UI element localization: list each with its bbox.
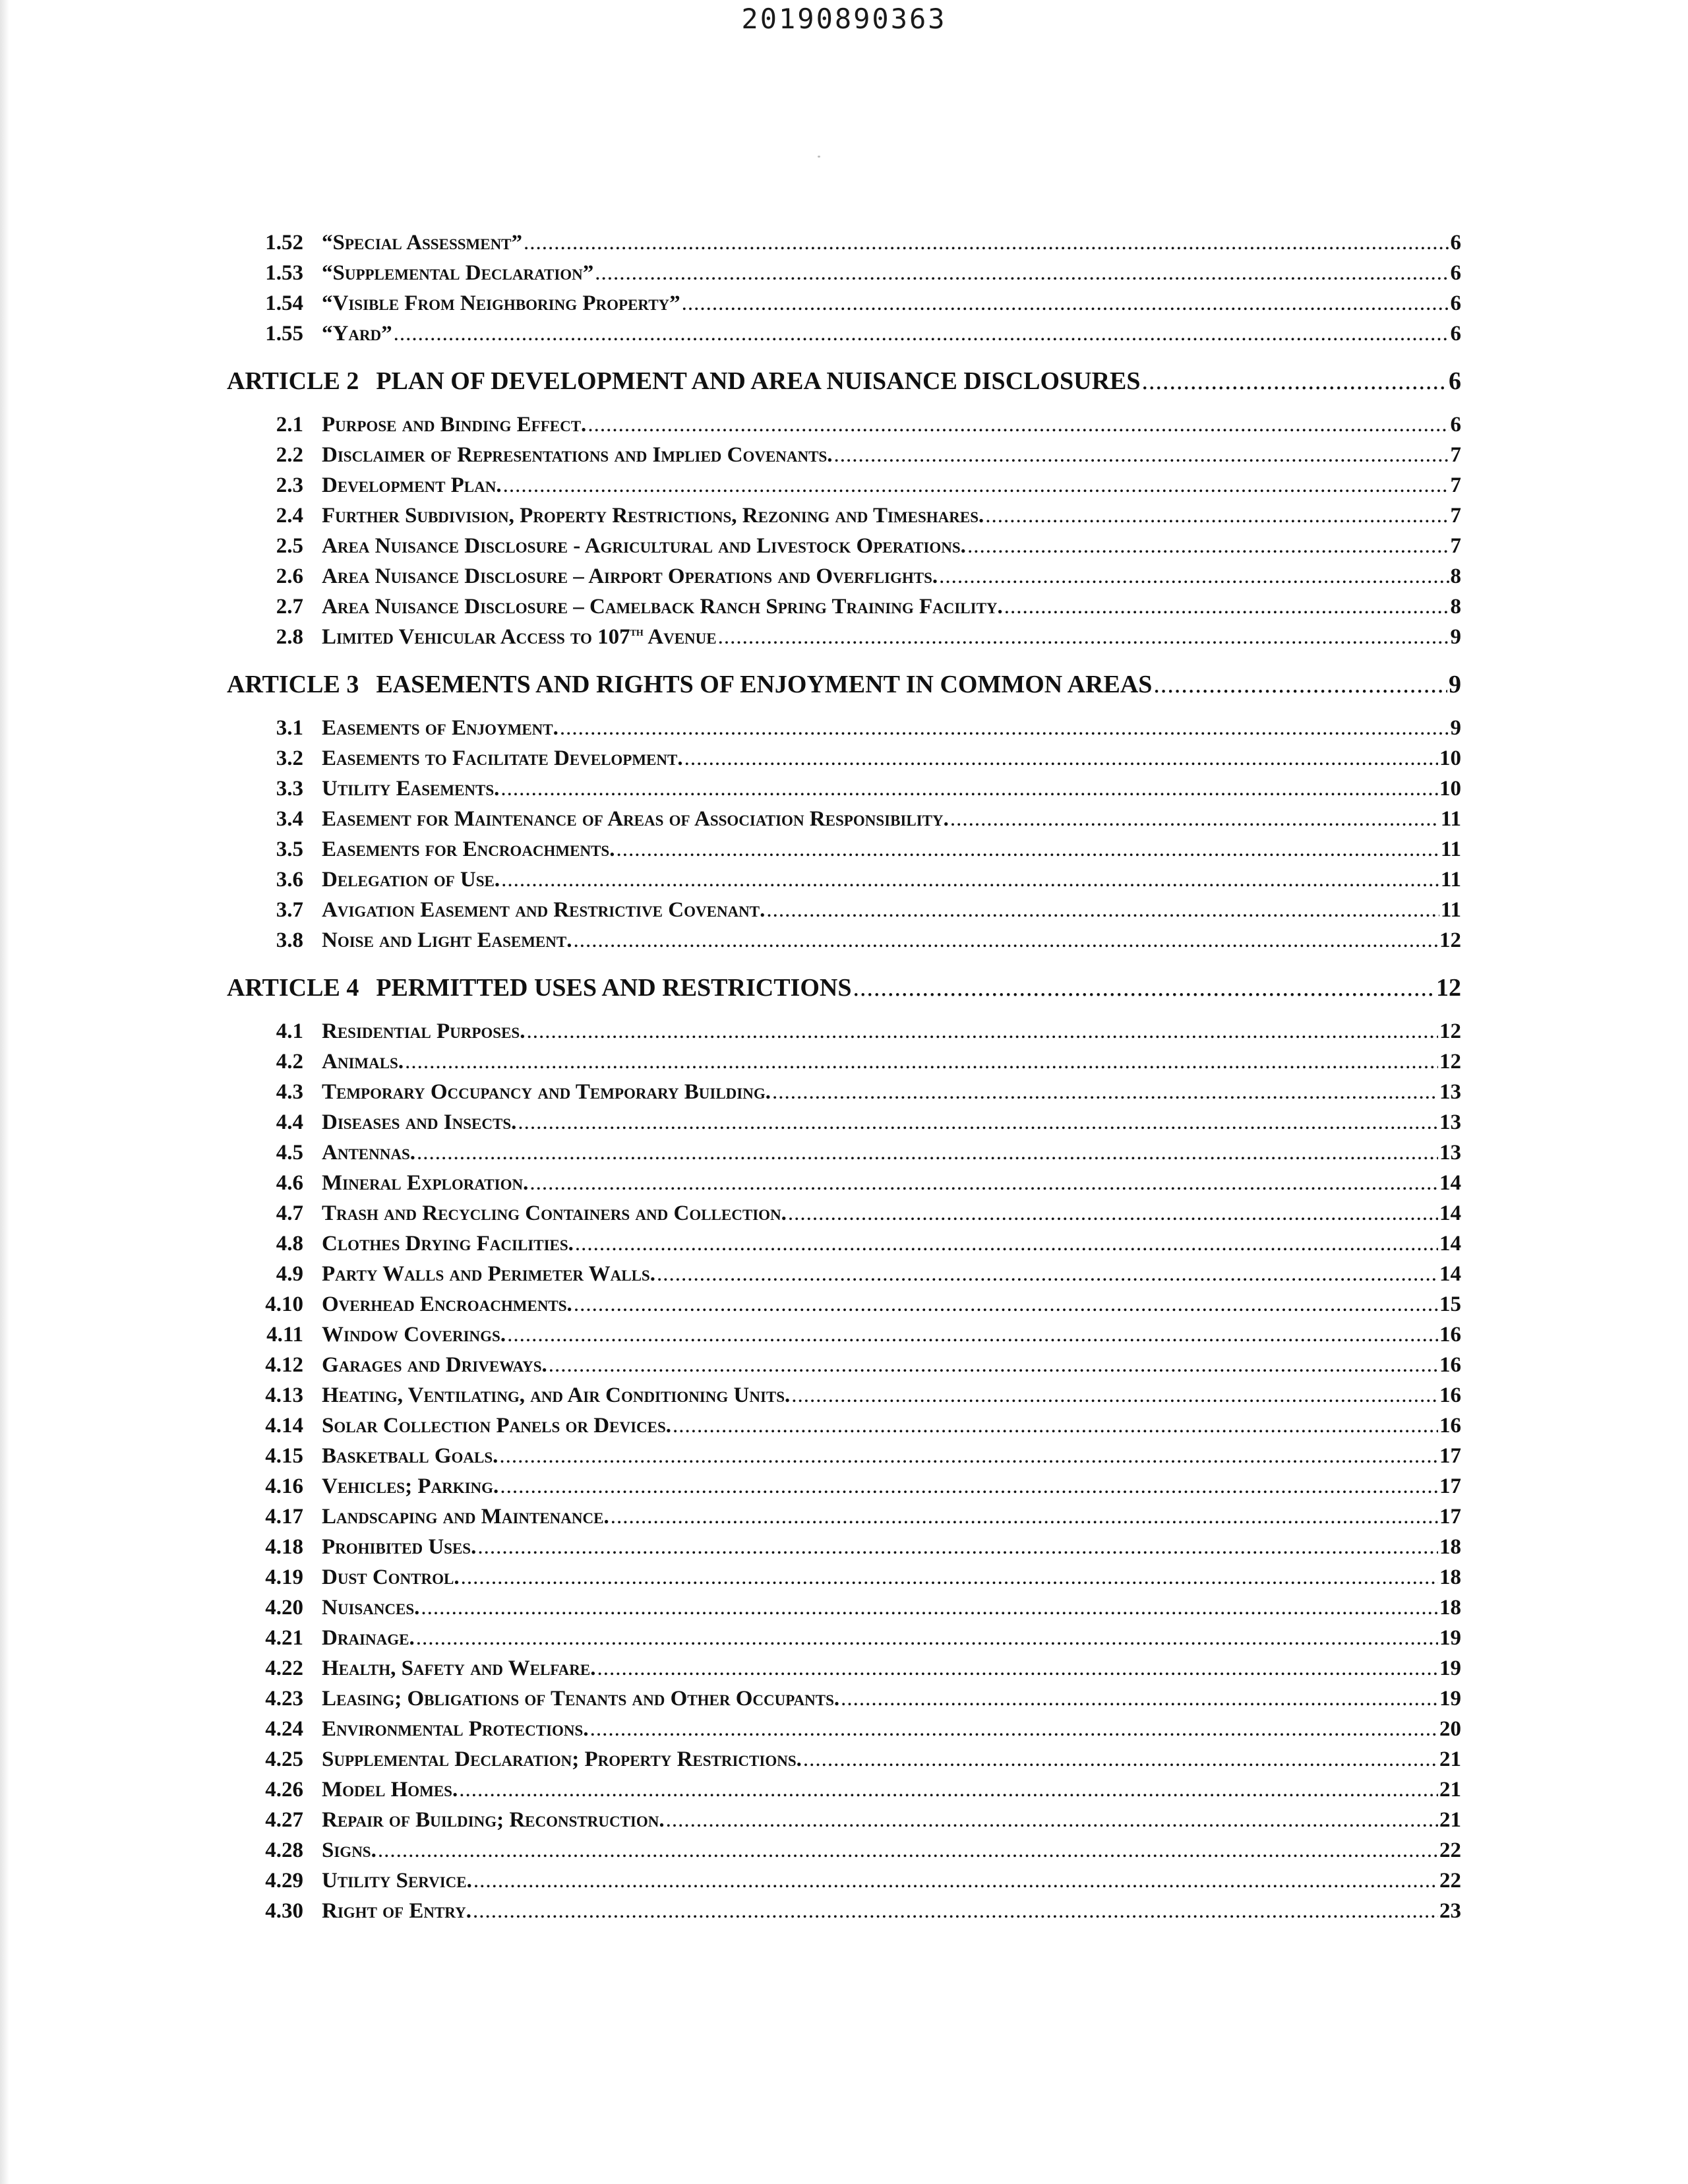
- section-number: 4.17: [265, 1505, 303, 1529]
- toc-entry: [227, 1687, 1461, 1717]
- dot-leader: [394, 322, 1449, 346]
- section-title: Noise and Light Easement.: [322, 928, 572, 952]
- page-number: 13: [1439, 1141, 1461, 1165]
- dot-leader: [666, 1808, 1438, 1833]
- dot-leader: [841, 1687, 1438, 1711]
- dot-leader: [616, 837, 1439, 862]
- page-number: 17: [1439, 1505, 1461, 1529]
- section-title-text-after: Avenue: [643, 625, 717, 649]
- section-title: Window Coverings.: [322, 1323, 506, 1347]
- section-number: 2.7: [276, 595, 303, 619]
- section-number: 4.24: [265, 1717, 303, 1741]
- page-number: 19: [1439, 1656, 1461, 1680]
- page-number: 7: [1450, 473, 1461, 497]
- section-number: 3.8: [276, 928, 303, 952]
- toc-entry: [227, 595, 1461, 625]
- section-title: Animals.: [322, 1050, 404, 1074]
- section-number: 4.2: [276, 1050, 303, 1074]
- section-number: 4.19: [265, 1565, 303, 1589]
- section-number: 4.4: [276, 1110, 303, 1134]
- section-title: Drainage.: [322, 1626, 415, 1650]
- toc-entry: [227, 1292, 1461, 1323]
- dot-leader: [588, 413, 1449, 437]
- section-title: Environmental Protections.: [322, 1717, 589, 1741]
- section-number: 4.13: [265, 1383, 303, 1407]
- dot-leader: [803, 1747, 1438, 1772]
- page-number: 18: [1439, 1565, 1461, 1589]
- section-title: Garages and Driveways.: [322, 1353, 547, 1377]
- section-title: Leasing; Obligations of Tenants and Other Occupants.: [322, 1687, 840, 1711]
- section-title: Solar Collection Panels or Devices.: [322, 1414, 672, 1438]
- section-number: 2.8: [276, 625, 303, 649]
- dot-leader: [939, 564, 1449, 589]
- section-title: Area Nuisance Disclosure – Airport Operations and Overflights.: [322, 564, 938, 588]
- dot-leader: [611, 1505, 1438, 1529]
- toc-entry: [227, 413, 1461, 443]
- toc-entry: [227, 261, 1461, 291]
- toc-entry: [227, 322, 1461, 352]
- toc-entry: [227, 504, 1461, 534]
- dot-leader: [788, 1201, 1438, 1226]
- page-number: 19: [1439, 1626, 1461, 1650]
- dot-leader: [967, 534, 1449, 559]
- toc-entry: [227, 443, 1461, 473]
- toc-entry: [227, 807, 1461, 837]
- dot-leader: [657, 1262, 1438, 1287]
- section-number: 4.3: [276, 1080, 303, 1104]
- dot-leader: [673, 1414, 1438, 1438]
- dot-leader: [1004, 595, 1449, 619]
- dot-leader: [477, 1535, 1438, 1560]
- article-title: PLAN OF DEVELOPMENT AND AREA NUISANCE DISCLOSURES: [376, 367, 1141, 395]
- article-number: ARTICLE 3: [227, 671, 359, 698]
- section-title: Mineral Exploration.: [322, 1171, 529, 1195]
- section-title: Temporary Occupancy and Temporary Building.: [322, 1080, 771, 1104]
- section-number: 2.3: [276, 473, 303, 497]
- page-number: 9: [1449, 671, 1461, 698]
- dot-leader: [416, 1626, 1438, 1651]
- page-number: 21: [1439, 1747, 1461, 1771]
- section-number: 4.9: [276, 1262, 303, 1286]
- page-number: 19: [1439, 1687, 1461, 1711]
- dot-leader: [518, 1110, 1438, 1135]
- section-title: Dust Control.: [322, 1565, 460, 1589]
- dot-leader: [985, 504, 1449, 528]
- dot-leader: [501, 868, 1439, 892]
- toc-entry: [227, 1232, 1461, 1262]
- toc-entry: [227, 1080, 1461, 1110]
- toc-entry: [227, 837, 1461, 868]
- dot-leader: [834, 443, 1449, 468]
- dot-leader: [853, 973, 1435, 1002]
- section-number: 4.25: [265, 1747, 303, 1771]
- section-title: Heating, Ventilating, and Air Conditioning Units.: [322, 1383, 791, 1407]
- section-number: 4.6: [276, 1171, 303, 1195]
- section-number: 1.54: [265, 291, 303, 315]
- section-title: “Yard”: [322, 322, 392, 346]
- dot-leader: [684, 746, 1438, 771]
- section-number: 4.23: [265, 1687, 303, 1711]
- section-title: Easement for Maintenance of Areas of Association Responsibility.: [322, 807, 949, 831]
- section-title: Easements of Enjoyment.: [322, 716, 558, 740]
- dot-leader: [473, 1899, 1438, 1924]
- dot-leader: [560, 716, 1449, 741]
- toc-entry: [227, 1505, 1461, 1535]
- section-number: 4.26: [265, 1778, 303, 1802]
- section-number: 1.52: [265, 231, 303, 255]
- dot-leader: [950, 807, 1439, 832]
- section-number: 2.6: [276, 564, 303, 588]
- dot-leader: [417, 1141, 1438, 1165]
- section-title: Utility Easements.: [322, 777, 500, 801]
- toc-entry: [227, 716, 1461, 746]
- section-title: Health, Safety and Welfare.: [322, 1656, 596, 1680]
- section-title: Vehicles; Parking.: [322, 1474, 499, 1498]
- section-title: Easements for Encroachments.: [322, 837, 615, 861]
- section-number: 3.6: [276, 868, 303, 892]
- dot-leader: [1142, 367, 1447, 396]
- section-title: [322, 625, 717, 650]
- dot-leader: [590, 1717, 1438, 1742]
- page-number: 11: [1440, 807, 1461, 831]
- page-number: 20: [1439, 1717, 1461, 1741]
- page-number: 17: [1439, 1474, 1461, 1498]
- toc-entry: [227, 746, 1461, 777]
- section-number: 4.21: [265, 1626, 303, 1650]
- section-number: 4.15: [265, 1444, 303, 1468]
- dot-leader: [507, 1323, 1438, 1347]
- page-number: 6: [1450, 322, 1461, 346]
- section-number: 1.53: [265, 261, 303, 285]
- section-number: 4.18: [265, 1535, 303, 1559]
- page-number: 6: [1450, 291, 1461, 315]
- dot-leader: [766, 898, 1439, 923]
- page-number: 11: [1440, 837, 1461, 861]
- page-number: 10: [1439, 777, 1461, 801]
- section-number: 4.12: [265, 1353, 303, 1377]
- section-title: Disclaimer of Representations and Implied Covenants.: [322, 443, 833, 467]
- section-number: 4.5: [276, 1141, 303, 1165]
- toc-article-heading: [227, 670, 1461, 700]
- page-number: 22: [1439, 1869, 1461, 1893]
- section-number: 3.2: [276, 746, 303, 770]
- dot-leader: [595, 261, 1449, 286]
- dot-leader: [405, 1050, 1438, 1074]
- page-number: 11: [1440, 898, 1461, 922]
- section-title: Overhead Encroachments.: [322, 1292, 572, 1316]
- section-title: Avigation Easement and Restrictive Covenant.: [322, 898, 766, 922]
- section-title: “Visible From Neighboring Property”: [322, 291, 680, 315]
- section-title: Nuisances.: [322, 1596, 420, 1620]
- toc-entry: [227, 1808, 1461, 1838]
- page-number: 7: [1450, 443, 1461, 467]
- page-number: 7: [1450, 504, 1461, 528]
- toc-entry: [227, 1656, 1461, 1687]
- page-number: 12: [1436, 974, 1461, 1002]
- article-title: PERMITTED USES AND RESTRICTIONS: [376, 974, 852, 1002]
- toc-article-heading: [227, 973, 1461, 1004]
- section-number: 4.16: [265, 1474, 303, 1498]
- toc-entry: [227, 1535, 1461, 1565]
- section-number: 4.30: [265, 1899, 303, 1923]
- section-number: 4.11: [266, 1323, 303, 1347]
- page-number: 21: [1439, 1808, 1461, 1832]
- dot-leader: [575, 1232, 1438, 1256]
- section-number: 3.4: [276, 807, 303, 831]
- dot-leader: [1153, 670, 1447, 699]
- section-title: Repair of Building; Reconstruction.: [322, 1808, 665, 1832]
- section-number: 2.4: [276, 504, 303, 528]
- dot-leader: [791, 1383, 1438, 1408]
- toc-entry: [227, 473, 1461, 504]
- toc-entry: [227, 534, 1461, 564]
- page-number: 16: [1439, 1383, 1461, 1407]
- section-title: Area Nuisance Disclosure – Camelback Ranch Spring Training Facility.: [322, 595, 1003, 619]
- dot-leader: [473, 1869, 1438, 1893]
- page-number: 12: [1439, 1050, 1461, 1074]
- page-number: 10: [1439, 746, 1461, 770]
- toc-entry: [227, 1747, 1461, 1778]
- section-title: Party Walls and Perimeter Walls.: [322, 1262, 655, 1286]
- section-number: 4.28: [265, 1838, 303, 1862]
- toc-entry: [227, 1444, 1461, 1474]
- toc-entry: [227, 1626, 1461, 1656]
- page-number: 9: [1450, 625, 1461, 649]
- article-number: ARTICLE 4: [227, 974, 359, 1002]
- page-number: 16: [1439, 1323, 1461, 1347]
- section-title: Antennas.: [322, 1141, 415, 1165]
- page-number: 23: [1439, 1899, 1461, 1923]
- toc-entry: [227, 928, 1461, 959]
- toc-entry: [227, 1565, 1461, 1596]
- toc-entry: [227, 1201, 1461, 1232]
- section-number: 3.3: [276, 777, 303, 801]
- toc-entry: [227, 564, 1461, 595]
- toc-entry: [227, 1717, 1461, 1747]
- toc-entry: [227, 1474, 1461, 1505]
- section-number: 4.27: [265, 1808, 303, 1832]
- page-number: 8: [1450, 564, 1461, 588]
- section-number: 2.5: [276, 534, 303, 558]
- section-number: 2.2: [276, 443, 303, 467]
- section-number: 2.1: [276, 413, 303, 437]
- section-title: Residential Purposes.: [322, 1019, 526, 1043]
- page-number: 12: [1439, 1019, 1461, 1043]
- page-number: 14: [1439, 1232, 1461, 1256]
- section-title: Clothes Drying Facilities.: [322, 1232, 574, 1256]
- toc-entry: [227, 777, 1461, 807]
- page-number: 22: [1439, 1838, 1461, 1862]
- toc-entry: [227, 898, 1461, 928]
- dot-leader: [597, 1656, 1438, 1681]
- toc-entry: [227, 1019, 1461, 1050]
- dot-leader: [461, 1565, 1438, 1590]
- section-title: Utility Service.: [322, 1869, 472, 1893]
- section-number: 4.29: [265, 1869, 303, 1893]
- section-number: 3.5: [276, 837, 303, 861]
- page-number: 15: [1439, 1292, 1461, 1316]
- page-number: 6: [1450, 413, 1461, 437]
- toc-entry: [227, 1171, 1461, 1201]
- toc-entry: [227, 1323, 1461, 1353]
- page-number: 11: [1440, 868, 1461, 892]
- page-number: 12: [1439, 928, 1461, 952]
- toc-entry: [227, 625, 1461, 655]
- section-title: Area Nuisance Disclosure - Agricultural and Livestock Operations.: [322, 534, 966, 558]
- toc-entry: [227, 1353, 1461, 1383]
- section-title: Model Homes.: [322, 1778, 458, 1802]
- page-number: 14: [1439, 1262, 1461, 1286]
- section-title-text: Limited Vehicular Access to 107: [322, 625, 630, 649]
- section-number: 1.55: [265, 322, 303, 346]
- dot-leader: [500, 777, 1438, 801]
- toc-entry: [227, 291, 1461, 322]
- table-of-contents: [227, 231, 1461, 1929]
- section-number: 3.7: [276, 898, 303, 922]
- section-title: Trash and Recycling Containers and Collection.: [322, 1201, 787, 1225]
- section-number: 4.10: [265, 1292, 303, 1316]
- dot-leader: [574, 1292, 1438, 1317]
- dot-leader: [524, 231, 1449, 255]
- section-number: 4.14: [265, 1414, 303, 1438]
- ordinal-superscript: th: [630, 624, 644, 639]
- toc-entry: [227, 1414, 1461, 1444]
- page-number: 16: [1439, 1414, 1461, 1438]
- toc-entry: [227, 1596, 1461, 1626]
- page-number: 13: [1439, 1110, 1461, 1134]
- section-title: Landscaping and Maintenance.: [322, 1505, 609, 1529]
- section-number: 4.7: [276, 1201, 303, 1225]
- page-number: 7: [1450, 534, 1461, 558]
- toc-entry: [227, 1899, 1461, 1929]
- toc-entry: [227, 1869, 1461, 1899]
- section-title: Basketball Goals.: [322, 1444, 498, 1468]
- article-number: ARTICLE 2: [227, 367, 359, 395]
- article-title: EASEMENTS AND RIGHTS OF ENJOYMENT IN COMMON AREAS: [376, 671, 1153, 698]
- section-title: Right of Entry.: [322, 1899, 471, 1923]
- dot-leader: [772, 1080, 1438, 1105]
- toc-entry: [227, 1262, 1461, 1292]
- toc-entry: [227, 231, 1461, 261]
- page-number: 6: [1449, 367, 1461, 395]
- toc-entry: [227, 868, 1461, 898]
- page-number: 18: [1439, 1596, 1461, 1620]
- dot-leader: [682, 291, 1449, 316]
- section-number: 4.20: [265, 1596, 303, 1620]
- section-title: “Special Assessment”: [322, 231, 523, 255]
- scan-speck: [818, 156, 820, 158]
- dot-leader: [459, 1778, 1438, 1802]
- dot-leader: [499, 1444, 1438, 1469]
- toc-entry: [227, 1383, 1461, 1414]
- section-title: Easements to Facilitate Development.: [322, 746, 683, 770]
- dot-leader: [573, 928, 1438, 953]
- page-number: 14: [1439, 1171, 1461, 1195]
- section-number: 4.22: [265, 1656, 303, 1680]
- page-number: 17: [1439, 1444, 1461, 1468]
- dot-leader: [718, 625, 1449, 650]
- page-number: 8: [1450, 595, 1461, 619]
- section-number: 3.1: [276, 716, 303, 740]
- scan-edge-shadow: [0, 0, 9, 2184]
- toc-entry: [227, 1778, 1461, 1808]
- section-title: Purpose and Binding Effect.: [322, 413, 587, 437]
- dot-leader: [500, 1474, 1438, 1499]
- section-title: Diseases and Insects.: [322, 1110, 517, 1134]
- page-number: 6: [1450, 261, 1461, 285]
- page-number: 13: [1439, 1080, 1461, 1104]
- section-title: Prohibited Uses.: [322, 1535, 477, 1559]
- section-title: “Supplemental Declaration”: [322, 261, 594, 285]
- page-number: 16: [1439, 1353, 1461, 1377]
- toc-entry: [227, 1838, 1461, 1869]
- toc-entry: [227, 1050, 1461, 1080]
- section-title: Signs.: [322, 1838, 377, 1862]
- section-number: 4.8: [276, 1232, 303, 1256]
- page-number: 18: [1439, 1535, 1461, 1559]
- page-number: 6: [1450, 231, 1461, 255]
- section-title: Supplemental Declaration; Property Restrictions.: [322, 1747, 802, 1771]
- dot-leader: [503, 473, 1449, 498]
- page-number: 14: [1439, 1201, 1461, 1225]
- dot-leader: [549, 1353, 1438, 1378]
- dot-leader: [378, 1838, 1438, 1863]
- toc-entry: [227, 1141, 1461, 1171]
- dot-leader: [421, 1596, 1438, 1620]
- document-number: 20190890363: [741, 3, 947, 35]
- page-number: 21: [1439, 1778, 1461, 1802]
- page-number: 9: [1450, 716, 1461, 740]
- toc-article-heading: [227, 367, 1461, 397]
- section-title: Development Plan.: [322, 473, 502, 497]
- section-title: Further Subdivision, Property Restrictions, Rezoning and Timeshares.: [322, 504, 984, 528]
- dot-leader: [529, 1171, 1438, 1196]
- section-title: Delegation of Use.: [322, 868, 500, 892]
- toc-entry: [227, 1110, 1461, 1141]
- dot-leader: [526, 1019, 1438, 1044]
- section-number: 4.1: [276, 1019, 303, 1043]
